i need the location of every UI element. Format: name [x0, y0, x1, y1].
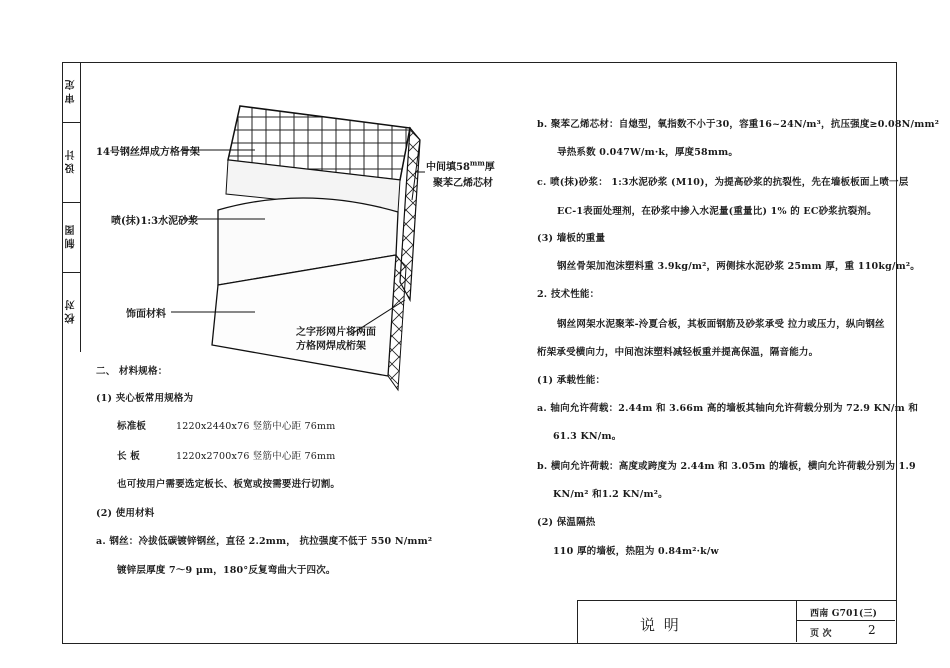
technical-desc-2: 桁架承受横向力，中间泡沫塑料减轻板重并提高保温，隔音能力。	[537, 347, 819, 358]
foam-core-spec-2: 导热系数 0.047W/m·k，厚度58mm。	[557, 147, 739, 158]
std-panel-spec: 1220x2440x76 竖筋中心距 76mm	[176, 421, 336, 432]
std-panel-label: 标准板	[117, 421, 147, 432]
page-number: 2	[868, 623, 876, 637]
cut-note: 也可按用户需要选定板长、板宽或按需要进行切割。	[117, 479, 341, 490]
mortar-spec-1: c. 喷(抹)砂浆： 1:3水泥砂浆 (M10)，为提高砂浆的抗裂性，先在墙板板面上喷一层	[537, 177, 909, 188]
label-middle	[426, 158, 495, 173]
signoff-approve-label: 审 定	[65, 80, 77, 104]
label-foam: 聚苯乙烯芯材	[433, 178, 493, 189]
galvanize-spec: 镀锌层厚度 7～9 μm，180°反复弯曲大于四次。	[117, 565, 336, 576]
weight-heading: (3) 墙板的重量	[537, 233, 606, 244]
spec-sizes-heading: (1) 夹心板常用规格为	[96, 393, 194, 404]
materials-used-heading: (2) 使用材料	[96, 508, 155, 519]
title-block-divider	[796, 600, 797, 642]
weight-spec: 钢丝骨架加泡沫塑料重 3.9kg/m²，两侧抹水泥砂浆 25mm 厚，重 110kg/m²。	[557, 261, 920, 272]
lateral-load-2: KN/m² 和1.2 KN/m²。	[553, 489, 668, 500]
steel-wire-spec: a. 钢丝：冷拔低碳镀锌钢丝，直径 2.2mm， 抗拉强度不低于 550 N/mm²	[96, 536, 433, 547]
technical-desc-1: 钢丝网架水泥聚苯-泠夏合板，其板面钢筋及砂浆承受 拉力或压力，纵向钢丝	[557, 319, 885, 330]
insulation-spec: 110 厚的墙板，热阻为 0.84m²·k/w	[553, 546, 719, 557]
signoff-check-label: 校 对	[65, 300, 77, 324]
long-panel-spec: 1220x2700x76 竖筋中心距 76mm	[176, 451, 336, 462]
technical-heading: 2. 技术性能：	[537, 289, 600, 300]
label-zigzag-2: 方格网焊成桁架	[296, 341, 366, 352]
load-heading: (1) 承载性能：	[537, 375, 606, 386]
label-middle-suffix: 厚	[484, 162, 495, 173]
label-middle-unit: mm	[469, 158, 485, 168]
title-block-row-divider	[796, 620, 895, 621]
axial-load-1: a. 轴向允许荷载：2.44m 和 3.66m 高的墙板其轴向允许荷载分别为 72.9 KN/m 和	[537, 403, 919, 414]
label-middle-text: 中间填58	[426, 162, 470, 173]
atlas-number: 西南 G701(三)	[810, 609, 878, 619]
long-panel-label: 长 板	[117, 451, 140, 462]
label-zigzag-1: 之字形网片将两面	[296, 327, 376, 338]
label-finish: 饰面材料	[126, 309, 166, 320]
label-spray: 喷(抹)1:3水泥砂浆	[111, 216, 199, 227]
label-mesh: 14号钢丝焊成方格骨架	[96, 147, 200, 158]
page-label: 页 次	[810, 629, 832, 639]
signoff-draw-label: 制 图	[65, 225, 77, 249]
signoff-design-label: 设 计	[65, 150, 77, 174]
foam-core-spec-1: b. 聚苯乙烯芯材：自熄型，氧指数不小于30，容重16~24N/m³，抗压强度≥0.08N/mm²	[537, 119, 940, 130]
axial-load-2: 61.3 KN/m。	[553, 431, 622, 442]
lateral-load-1: b. 横向允许荷载：高度或跨度为 2.44m 和 3.05m 的墙板，横向允许荷载分别为 1.9	[537, 461, 916, 472]
section-materials-heading: 二、 材料规格：	[96, 366, 168, 377]
insulation-heading: (2) 保温隔热	[537, 517, 596, 528]
mortar-spec-2: EC-1表面处理剂，在砂浆中掺入水泥量(重量比) 1% 的 EC砂浆抗裂剂。	[557, 206, 877, 217]
drawing-title: 说 明	[640, 616, 681, 634]
